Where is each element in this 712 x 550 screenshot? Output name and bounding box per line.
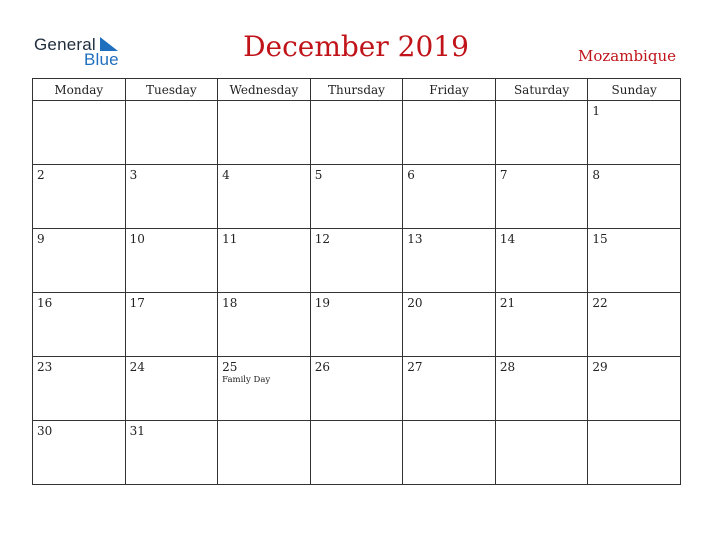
- day-cell: [125, 293, 218, 357]
- holiday-label: Family Day: [222, 375, 271, 385]
- day-number: 14: [499, 232, 516, 246]
- day-number: 20: [407, 296, 423, 310]
- day-number: 29: [592, 360, 608, 374]
- day-cell: [403, 165, 496, 229]
- weekday-header: Sunday: [588, 79, 681, 101]
- day-number: 19: [314, 296, 330, 310]
- weekday-header: Thursday: [310, 79, 403, 101]
- day-number: [218, 101, 310, 104]
- logo-text-general: General: [34, 35, 96, 54]
- day-number: [403, 101, 495, 104]
- day-number: 28: [499, 360, 516, 374]
- day-number: 31: [129, 424, 145, 438]
- day-number: 21: [499, 296, 516, 310]
- weekday-header: Saturday: [495, 79, 588, 101]
- day-number: 4: [222, 168, 230, 182]
- day-number: 23: [37, 360, 53, 374]
- weekday-header: Monday: [33, 79, 126, 101]
- day-cell: [403, 421, 496, 485]
- day-cell: [310, 293, 403, 357]
- calendar-grid: [32, 78, 681, 485]
- day-cell: [495, 421, 588, 485]
- week-row: [33, 101, 681, 165]
- day-number: [311, 101, 403, 104]
- day-cell: [218, 101, 311, 165]
- day-number: 16: [37, 296, 53, 310]
- day-cell: [125, 357, 218, 421]
- day-number: [588, 421, 680, 424]
- day-number: 11: [222, 232, 238, 246]
- day-number: [496, 421, 588, 424]
- day-cell: [33, 357, 126, 421]
- day-number: 13: [407, 232, 423, 246]
- day-cell: [588, 101, 681, 165]
- day-cell: [403, 357, 496, 421]
- day-cell: [125, 229, 218, 293]
- day-number: [126, 101, 218, 104]
- day-number: 17: [129, 296, 145, 310]
- day-cell: [495, 165, 588, 229]
- day-cell: [33, 421, 126, 485]
- week-row: [33, 229, 681, 293]
- day-cell: [495, 293, 588, 357]
- day-cell: [310, 101, 403, 165]
- day-number: 27: [407, 360, 423, 374]
- week-row: [33, 165, 681, 229]
- logo-text-blue: Blue: [84, 50, 119, 69]
- day-number: 26: [314, 360, 330, 374]
- day-number: 8: [592, 168, 601, 182]
- day-cell: [125, 421, 218, 485]
- day-number: 15: [592, 232, 608, 246]
- day-number: 25: [222, 360, 238, 374]
- day-number: 7: [499, 168, 508, 182]
- week-row: [33, 421, 681, 485]
- day-cell: [588, 357, 681, 421]
- day-number: 12: [314, 232, 330, 246]
- day-cell: [588, 165, 681, 229]
- week-row: [33, 357, 681, 421]
- day-cell: [218, 357, 311, 421]
- day-number: 1: [592, 104, 601, 118]
- weekday-header: Friday: [403, 79, 496, 101]
- day-cell: [310, 229, 403, 293]
- day-cell: [495, 101, 588, 165]
- weekday-header-row: [33, 79, 681, 101]
- day-number: [311, 421, 403, 424]
- day-cell: [33, 165, 126, 229]
- day-number: 24: [129, 360, 145, 374]
- day-number: 9: [37, 232, 45, 246]
- day-number: [33, 101, 125, 104]
- day-number: 3: [129, 168, 138, 182]
- day-cell: [403, 229, 496, 293]
- day-cell: [310, 165, 403, 229]
- day-number: 10: [129, 232, 145, 246]
- day-cell: [125, 101, 218, 165]
- day-cell: [33, 293, 126, 357]
- day-cell: [495, 357, 588, 421]
- day-number: 2: [37, 168, 45, 182]
- day-cell: [218, 421, 311, 485]
- country-name: Mozambique: [578, 47, 676, 65]
- day-cell: [125, 165, 218, 229]
- day-number: 6: [407, 168, 415, 182]
- day-number: 22: [592, 296, 608, 310]
- day-cell: [33, 101, 126, 165]
- weekday-header: Tuesday: [125, 79, 218, 101]
- day-cell: [588, 421, 681, 485]
- day-cell: [403, 101, 496, 165]
- day-cell: [310, 357, 403, 421]
- day-cell: [310, 421, 403, 485]
- day-cell: [403, 293, 496, 357]
- weekday-header: Wednesday: [218, 79, 311, 101]
- day-cell: [495, 229, 588, 293]
- week-row: [33, 293, 681, 357]
- day-cell: [588, 229, 681, 293]
- day-cell: [218, 165, 311, 229]
- day-number: [403, 421, 495, 424]
- day-cell: [218, 229, 311, 293]
- page-title: December 2019: [243, 30, 469, 63]
- day-cell: [33, 229, 126, 293]
- day-number: 18: [222, 296, 238, 310]
- day-number: [496, 101, 588, 104]
- day-cell: [588, 293, 681, 357]
- day-cell: [218, 293, 311, 357]
- day-number: 30: [37, 424, 53, 438]
- day-number: [218, 421, 310, 424]
- day-number: 5: [314, 168, 323, 182]
